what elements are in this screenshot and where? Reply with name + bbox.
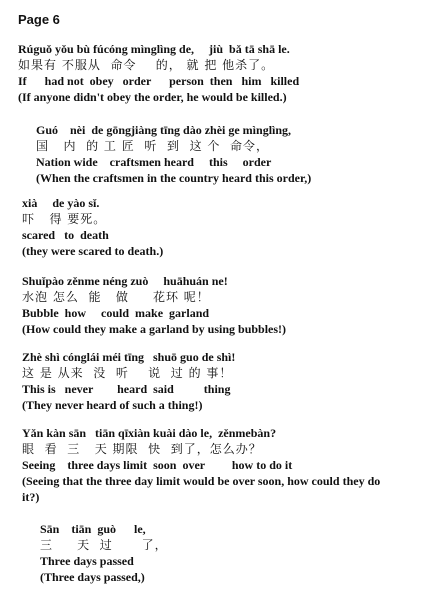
pinyin-line: Rúguǒ yǒu bù fúcóng mìnglìng de, jiù bǎ tā shā le. <box>18 42 290 56</box>
chinese-line: 吓 得 要死。 <box>22 212 107 226</box>
english-gloss-line: Three days passed <box>40 554 134 568</box>
english-gloss-line: This is never heard said thing <box>22 382 231 396</box>
sentence-block-6 <box>22 425 380 505</box>
sentence-block-7 <box>40 521 168 585</box>
chinese-line: 眼 看 三 天 期限 快 到了，怎么办？ <box>22 442 262 456</box>
sentence-block-1 <box>18 41 299 105</box>
english-gloss-line: Bubble how could make garland <box>22 306 210 320</box>
translation-line: (They never heard of such a thing!) <box>22 398 203 412</box>
pinyin-line: Zhè shì cónglái méi tīng shuō guo de shì! <box>22 350 236 364</box>
chinese-line: 三 天 过 了， <box>40 538 168 552</box>
translation-line: (Three days passed,) <box>40 570 145 584</box>
pinyin-line: Yǎn kàn sān tiān qīxiàn kuài dào le, zěnmebàn? <box>22 426 277 440</box>
pinyin-line: Sān tiān guò le, <box>40 522 146 536</box>
translation-line: (How could they make a garland by using bubbles!) <box>22 322 287 336</box>
pinyin-line: Guó nèi de gōngjiàng tīng dào zhèi ge mìnglìng, <box>36 123 292 137</box>
chinese-line: 水泡 怎么 能 做 花环 呢！ <box>22 290 210 304</box>
sentence-block-4 <box>22 273 286 337</box>
chinese-line: 国 内 的 工 匠 听 到 这 个 命令， <box>36 139 270 153</box>
chinese-line: 这 是 从来 没 听 说 过 的 事！ <box>22 366 233 380</box>
english-gloss-line: Seeing three days limit soon over how to do it <box>22 458 293 472</box>
translation-line: (When the craftsmen in the country heard this order,) <box>36 171 312 185</box>
english-gloss-line: Nation wide craftsmen heard this order <box>36 155 272 169</box>
english-gloss-line: scared to death <box>22 228 109 242</box>
sentence-block-2 <box>36 122 311 186</box>
pinyin-line: Shuǐpào zěnme néng zuò huāhuán ne! <box>22 274 228 288</box>
sentence-block-3 <box>22 195 163 259</box>
page-number: Page 6 <box>18 12 60 27</box>
chinese-line: 如果有 不服从 命令 的， 就 把 他杀了。 <box>18 58 275 72</box>
translation-line: (Seeing that the three day limit would be over soon, how could they do <box>22 474 381 488</box>
translation-line: (If anyone didn't obey the order, he would be killed.) <box>18 90 287 104</box>
translation-line-continued: it?) <box>22 490 40 504</box>
sentence-block-5 <box>22 349 235 413</box>
pinyin-line: xià de yào sǐ. <box>22 196 100 210</box>
english-gloss-line: If had not obey order person then him killed <box>18 74 300 88</box>
translation-line: (they were scared to death.) <box>22 244 164 258</box>
